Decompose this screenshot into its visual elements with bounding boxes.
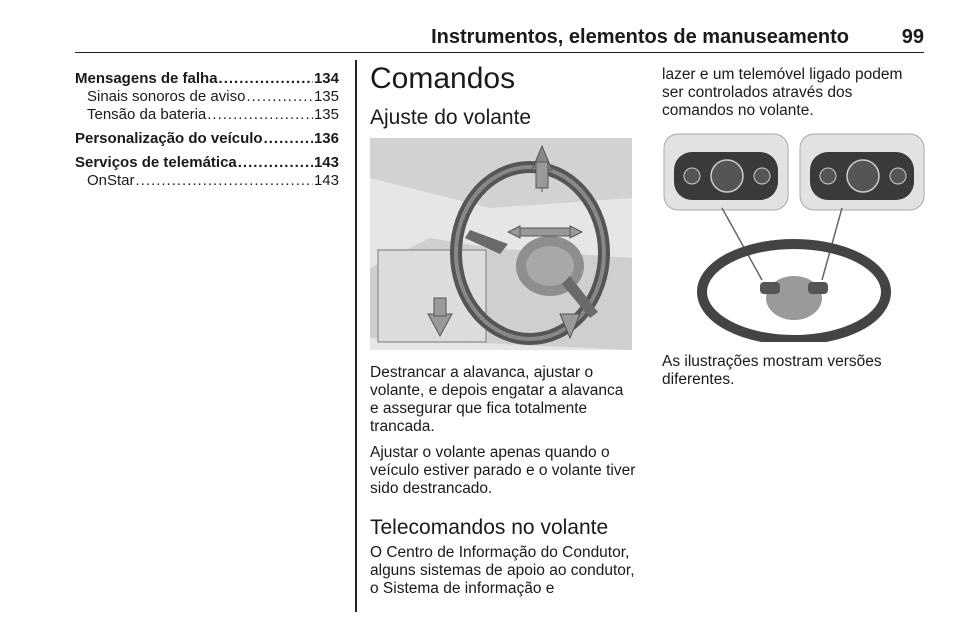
toc-page: 135 bbox=[313, 88, 339, 105]
toc-column bbox=[75, 70, 339, 190]
page-title: Instrumentos, elementos de manuseamento bbox=[431, 26, 849, 48]
steering-adjustment-illustration bbox=[370, 138, 632, 350]
steering-wheel-controls-illustration bbox=[662, 132, 926, 342]
toc-entry[interactable] bbox=[75, 130, 339, 148]
toc-label: Tensão da bateria bbox=[87, 106, 207, 123]
toc-page: 143 bbox=[313, 172, 339, 189]
toc-entry[interactable] bbox=[75, 70, 339, 88]
toc-entry[interactable] bbox=[75, 88, 339, 106]
toc-page: 135 bbox=[313, 106, 339, 123]
toc-entry[interactable] bbox=[75, 106, 339, 124]
subsection-title-steering-adjust: Ajuste do volante bbox=[370, 106, 532, 129]
paragraph: Ajustar o volante apenas quando o veículo estiver parado e o volante tiver sido destrancado. bbox=[370, 444, 636, 497]
toc-page: 143 bbox=[313, 154, 339, 171]
toc-label: Serviços de telemática bbox=[75, 154, 237, 171]
toc-entry[interactable] bbox=[75, 154, 339, 172]
toc-leader bbox=[219, 70, 313, 88]
subsection-title-remote-controls: Telecomandos no volante bbox=[370, 516, 609, 539]
section-title: Comandos bbox=[370, 62, 516, 95]
paragraph: Destrancar a alavanca, ajustar o volante, e depois engatar a alavanca e assegurar que fica totalmente trancada. bbox=[370, 364, 624, 435]
page-header bbox=[75, 24, 924, 53]
column-divider bbox=[355, 60, 357, 612]
toc-leader bbox=[246, 88, 313, 106]
toc-page: 134 bbox=[313, 70, 339, 87]
toc-label: Mensagens de falha bbox=[75, 70, 218, 87]
toc-leader bbox=[207, 106, 313, 124]
paragraph: As ilustrações mostram versões diferentes. bbox=[662, 353, 882, 388]
toc-leader bbox=[264, 130, 313, 148]
toc-leader bbox=[238, 154, 313, 172]
toc-label: Personalização do veículo bbox=[75, 130, 263, 147]
toc-label: Sinais sonoros de aviso bbox=[87, 88, 246, 105]
page-number: 99 bbox=[901, 26, 924, 48]
toc-label: OnStar bbox=[87, 172, 135, 189]
toc-entry[interactable] bbox=[75, 172, 339, 190]
paragraph: lazer e um telemóvel ligado podem ser controlados através dos comandos no volante. bbox=[662, 66, 903, 119]
toc-page: 136 bbox=[313, 130, 339, 147]
paragraph: O Centro de Informação do Condutor, alguns sistemas de apoio ao condutor, o Sistema de informação e bbox=[370, 544, 635, 597]
toc-leader bbox=[136, 172, 313, 190]
